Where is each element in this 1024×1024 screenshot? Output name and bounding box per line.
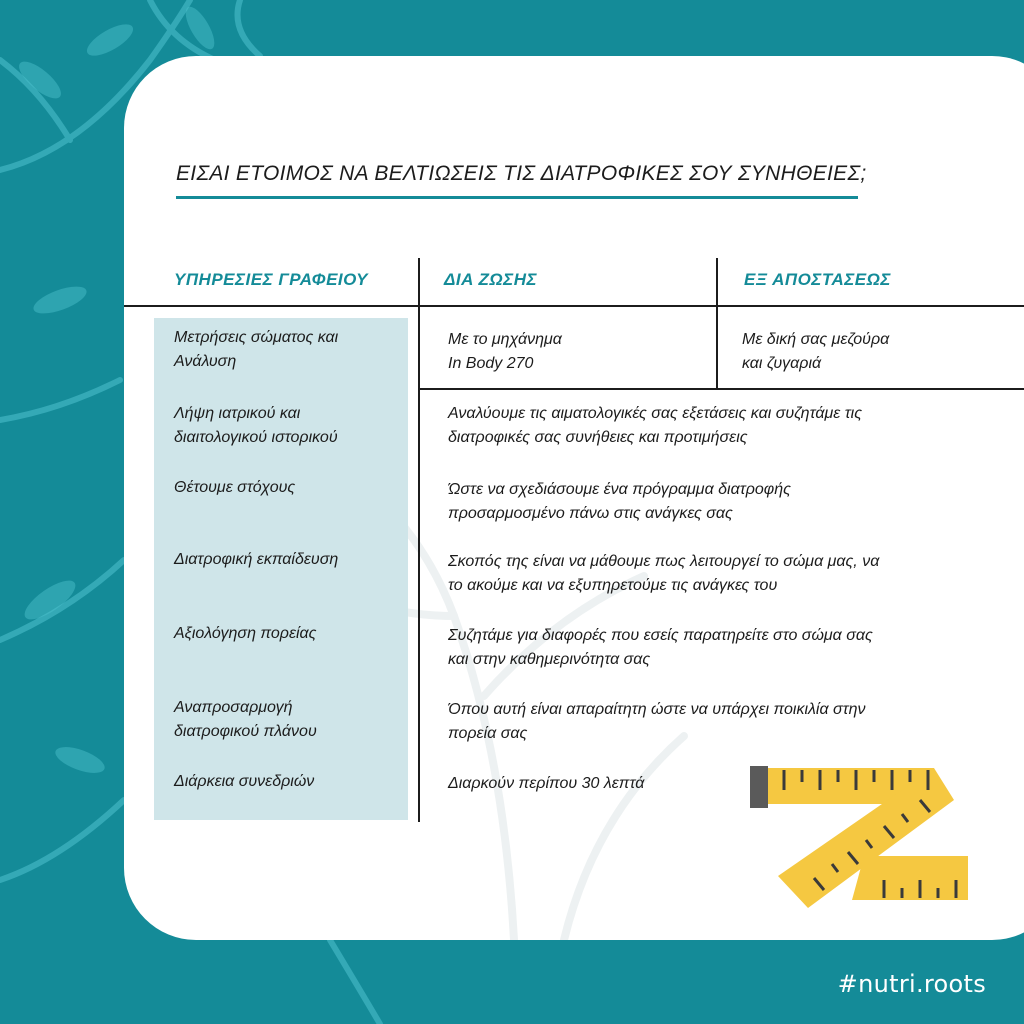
description-plan-adjustment: Όπου αυτή είναι απαραίτητη ώστε να υπάρχει ποικιλία στην πορεία σας bbox=[448, 701, 866, 742]
description-session-duration: Διαρκούν περίπου 30 λεπτά bbox=[448, 775, 645, 792]
header-in-person: ΔΙΑ ΖΩΣΗΣ bbox=[444, 270, 538, 289]
description-set-goals: Ώστε να σχεδιάσουμε ένα πρόγραμμα διατροφής προσαρμοσμένο πάνω στις ανάγκες σας bbox=[448, 481, 791, 522]
description-nutrition-education: Σκοπός της είναι να μάθουμε πως λειτουργεί το σώμα μας, να το ακούμε και να εξυπηρετούμε τις ανάγκες του bbox=[448, 553, 880, 594]
title-underline bbox=[176, 196, 858, 199]
service-set-goals: Θέτουμε στόχους bbox=[174, 479, 296, 496]
service-session-duration: Διάρκεια συνεδριών bbox=[174, 773, 315, 790]
measuring-tape-icon bbox=[744, 760, 974, 910]
description-medical-history: Αναλύουμε τις αιματολογικές σας εξετάσεις και συζητάμε τις διατροφικές σας συνήθειες και προτιμήσεις bbox=[448, 405, 863, 446]
service-plan-adjustment: Αναπροσαρμογή διατροφικού πλάνου bbox=[174, 699, 317, 740]
description-progress-evaluation: Συζητάμε για διαφορές που εσείς παρατηρείτε στο σώμα σας και στην καθημερινότητα σας bbox=[448, 627, 873, 668]
column-divider-1 bbox=[418, 258, 420, 822]
service-progress-evaluation: Αξιολόγηση πορείας bbox=[174, 625, 317, 642]
content-card bbox=[124, 56, 1024, 940]
header-divider bbox=[124, 305, 1024, 307]
in-person-measurements: Με το μηχάνημα In Body 270 bbox=[448, 331, 562, 372]
measure-row-divider bbox=[418, 388, 1024, 390]
brand-hashtag: #nutri.roots bbox=[837, 970, 986, 998]
remote-measurements: Με δική σας μεζούρα και ζυγαριά bbox=[742, 331, 890, 372]
header-office-services: ΥΠΗΡΕΣΙΕΣ ΓΡΑΦΕΙΟΥ bbox=[174, 270, 369, 289]
service-nutrition-education: Διατροφική εκπαίδευση bbox=[174, 551, 339, 568]
service-medical-history: Λήψη ιατρικού και διαιτολογικού ιστορικού bbox=[174, 405, 338, 446]
header-remote: ΕΞ ΑΠΟΣΤΑΣΕΩΣ bbox=[744, 270, 891, 289]
column-divider-2 bbox=[716, 258, 718, 390]
service-body-measurements: Μετρήσεις σώματος και Ανάλυση bbox=[174, 329, 339, 370]
page-title: ΕΙΣΑΙ ΕΤΟΙΜΟΣ ΝΑ ΒΕΛΤΙΩΣΕΙΣ ΤΙΣ ΔΙΑΤΡΟΦΙΚΕΣ ΣΟΥ ΣΥΝΗΘΕΙΕΣ; bbox=[176, 162, 867, 185]
